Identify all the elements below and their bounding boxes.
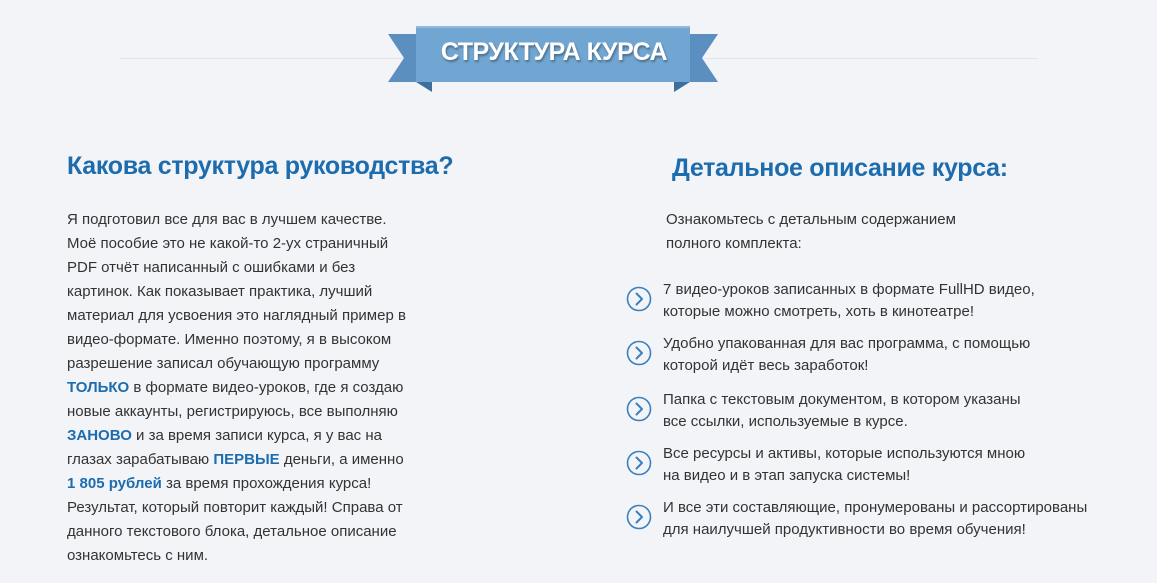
text-fragment: материал для усвоения это наглядный пример в	[67, 307, 406, 324]
description-line	[67, 304, 427, 328]
intro-line: полного комплекта:	[666, 235, 802, 252]
text-fragment: видео-формате. Именно поэтому, я в высоком	[67, 331, 392, 348]
description-line	[67, 208, 427, 232]
description-line	[67, 352, 427, 376]
feature-line: все ссылки, используемые в курсе.	[663, 413, 908, 430]
text-fragment: PDF отчёт написанный с ошибками и без	[67, 259, 356, 276]
description-line	[67, 520, 427, 544]
intro-line: Ознакомьтесь с детальным содержанием	[666, 211, 956, 228]
feature-text	[663, 389, 1021, 433]
text-fragment: и за время записи курса, я у вас на	[131, 427, 382, 444]
text-fragment: глазах зарабатываю	[67, 451, 214, 468]
text-fragment: Я подготовил все для вас в лучшем качестве.	[67, 211, 387, 228]
right-column-title: Детальное описание курса:	[672, 154, 1008, 182]
text-fragment: Результат, который повторит каждый! Справа от	[67, 499, 403, 516]
description-line	[67, 496, 427, 520]
feature-line: на видео и в этап запуска системы!	[663, 467, 911, 484]
text-fragment: новые аккаунты, регистрируюсь, все выполняю	[67, 403, 398, 420]
chevron-right-circle-icon	[626, 286, 652, 312]
feature-line: которые можно смотреть, хоть в кинотеатре!	[663, 303, 974, 320]
highlight-text: ТОЛЬКО	[67, 379, 130, 396]
feature-line: Папка с текстовым документом, в котором указаны	[663, 391, 1021, 408]
highlight-text: 1 805 рублей	[67, 475, 162, 492]
text-fragment: разрешение записал обучающую программу	[67, 355, 380, 372]
chevron-right-circle-icon	[626, 396, 652, 422]
feature-line: которой идёт весь заработок!	[663, 357, 869, 374]
description-line	[67, 280, 427, 304]
description-line	[67, 424, 427, 448]
description-line	[67, 400, 427, 424]
feature-line: для наилучшей продуктивности во время обучения!	[663, 521, 1026, 538]
feature-line: И все эти составляющие, пронумерованы и рассортированы	[663, 499, 1088, 516]
right-intro	[666, 208, 956, 256]
text-fragment: ознакомьтесь с ним.	[67, 547, 209, 564]
text-fragment: картинок. Как показывает практика, лучший	[67, 283, 373, 300]
feature-text	[663, 497, 1087, 541]
chevron-right-circle-icon	[626, 504, 652, 530]
text-fragment: в формате видео-уроков, где я создаю	[129, 379, 404, 396]
description-line	[67, 544, 427, 568]
description-line	[67, 472, 427, 496]
highlight-text: ПЕРВЫЕ	[213, 451, 280, 468]
text-fragment: Моё пособие это не какой-то 2-ух страничный	[67, 235, 389, 252]
feature-text	[663, 333, 1030, 377]
text-fragment: за время прохождения курса!	[161, 475, 372, 492]
description-line	[67, 232, 427, 256]
left-column-title: Какова структура руководства?	[67, 152, 454, 180]
chevron-right-circle-icon	[626, 340, 652, 366]
description-line	[67, 376, 427, 400]
description-line	[67, 328, 427, 352]
description-line	[67, 256, 427, 280]
feature-line: Удобно упакованная для вас программа, с помощью	[663, 335, 1031, 352]
feature-text	[663, 279, 1035, 323]
text-fragment: деньги, а именно	[279, 451, 404, 468]
description-line	[67, 448, 427, 472]
text-fragment: данного текстового блока, детальное описание	[67, 523, 397, 540]
feature-line: 7 видео-уроков записанных в формате FullHD видео,	[663, 281, 1035, 298]
chevron-right-circle-icon	[626, 450, 652, 476]
left-description	[67, 208, 427, 568]
feature-line: Все ресурсы и активы, которые используются мною	[663, 445, 1026, 462]
highlight-text: ЗАНОВО	[67, 427, 132, 444]
section-title: СТРУКТУРА КУРСА	[440, 37, 668, 66]
feature-text	[663, 443, 1025, 487]
